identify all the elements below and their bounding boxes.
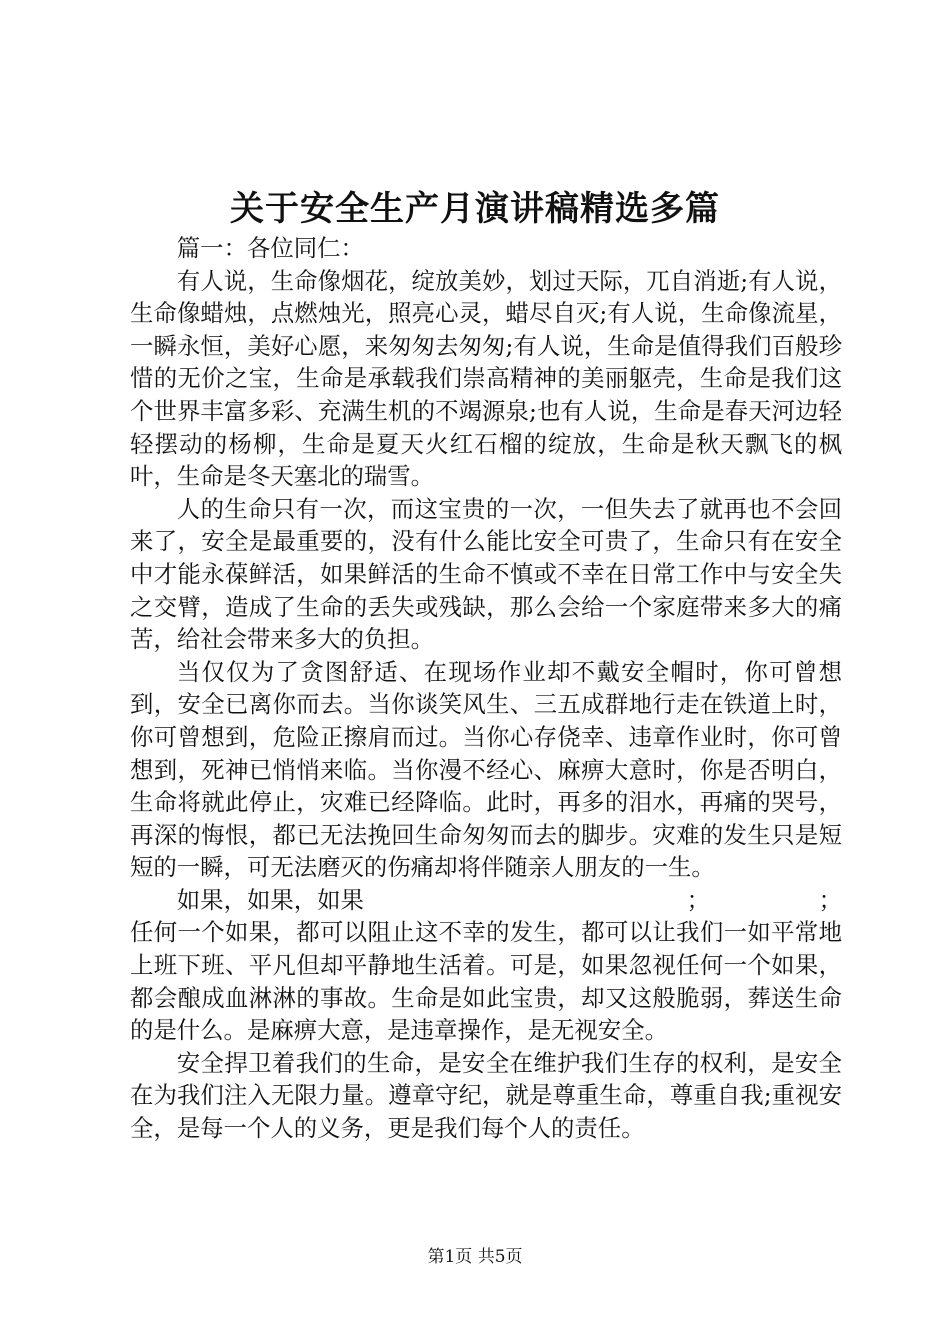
paragraph-1: 有人说，生命像烟花，绽放美妙，划过天际，兀自消逝;有人说，生命像蜡烛，点燃烛光，照亮心灵，蜡尽自灭;有人说，生命像流星，一瞬永恒，美好心愿，来匆匆去匆匆;有人说，生命是值得我们百般珍惜的无价之宝，生命是承载我们崇高精神的美丽躯壳，生命是我们这个世界丰富多彩、充满生机的不竭源泉;也有人说，生命是春天河边轻轻摆动的杨柳，生命是夏天火红石榴的绽放，生命是秋天飘飞的枫叶，生命是冬天塞北的瑞雪。 (130, 266, 842, 491)
paragraph-3: 当仅仅为了贪图舒适、在现场作业却不戴安全帽时，你可曾想到，安全已离你而去。当你谈笑风生、三五成群地行走在铁道上时，你可曾想到，危险正擦肩而过。当你心存侥幸、违章作业时，你可曾想到，死神已悄悄来临。当你漫不经心、麻痹大意时，你是否明白，生命将就此停止，灾难已经降临。此时，再多的泪水，再痛的哭号，再深的悔恨，都已无法挽回生命匆匆而去的脚步。灾难的发生只是短短的一瞬，可无法磨灭的伤痛却将伴随亲人朋友的一生。 (130, 657, 842, 882)
if-line-right: ； (818, 885, 842, 914)
salutation: 篇一：各位同仁： (176, 234, 364, 262)
if-line (130, 884, 842, 917)
document-body (130, 232, 842, 1145)
if-line-left: 如果，如果，如果 (176, 885, 364, 914)
page-footer: 第1页 共5页 (427, 1247, 523, 1267)
paragraph-5: 安全捍卫着我们的生命，是安全在维护我们生存的权利，是安全在为我们注入无限力量。遵章守纪，就是尊重生命，尊重自我;重视安全，是每一个人的义务，更是我们每个人的责任。 (130, 1048, 842, 1143)
if-line-mid: ； (686, 885, 710, 914)
paragraph-4: 任何一个如果，都可以阻止这不幸的发生，都可以让我们一如平常地上班下班、平凡但却平静地生活着。可是，如果忽视任何一个如果，都会酿成血淋淋的事故。生命是如此宝贵，却又这般脆弱，葬送生命的是什么。是麻痹大意，是违章操作，是无视安全。 (130, 918, 842, 1045)
paragraph-2: 人的生命只有一次，而这宝贵的一次，一但失去了就再也不会回来了，安全是最重要的，没有什么能比安全可贵了，生命只有在安全中才能永葆鲜活，如果鲜活的生命不慎或不幸在日常工作中与安全失之交臂，造成了生命的丢失或残缺，那么会给一个家庭带来多大的痛苦，给社会带来多大的负担。 (130, 494, 842, 654)
document-title: 关于安全生产月演讲稿精选多篇 (230, 189, 720, 229)
